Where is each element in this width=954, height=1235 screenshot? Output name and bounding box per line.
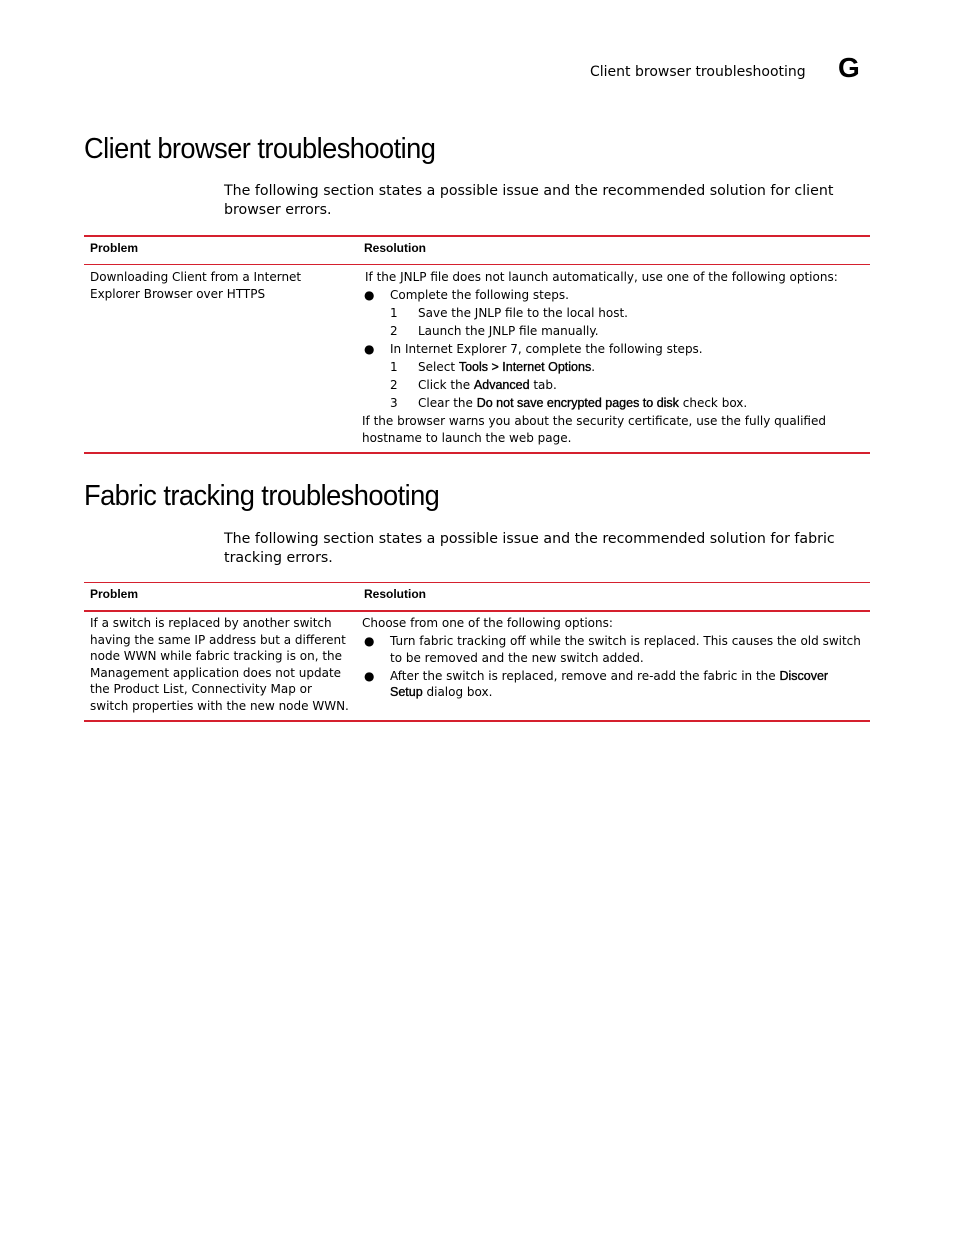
column-header-problem: Problem: [84, 583, 358, 612]
appendix-letter: G: [838, 52, 860, 83]
bullet-text: In Internet Explorer 7, complete the following steps.: [390, 342, 703, 356]
bullet-icon: ●: [364, 288, 375, 302]
resolution-cell: [358, 265, 870, 454]
resolution-cell: [358, 611, 870, 721]
step-text-post: .: [591, 360, 596, 374]
list-item: [362, 359, 864, 376]
resolution-note: If the browser warns you about the security certificate, use the fully qualified hostname to launch the web page.: [362, 414, 826, 445]
table-header-row: [84, 236, 870, 265]
list-item: [362, 377, 864, 394]
problem-text: If a switch is replaced by another switch having the same IP address but a different node WWN while fabric tracking is on, the Management application does not update the Product List, Connectivity Map or switch properties with the new node WWN.: [90, 616, 349, 713]
step-number: 3: [390, 396, 398, 410]
bullet-text-post: dialog box.: [422, 685, 493, 699]
list-item: [362, 287, 864, 304]
column-header-resolution: Resolution: [358, 583, 870, 612]
fabric-tracking-table: [84, 582, 870, 722]
section-title-fabric-tracking: Fabric tracking troubleshooting: [84, 480, 440, 512]
problem-text: Downloading Client from a Internet Explorer Browser over HTTPS: [90, 270, 302, 301]
list-item: [362, 668, 864, 701]
resolution-intro: Choose from one of the following options:: [362, 616, 613, 630]
list-item: [362, 323, 864, 340]
step-text-post: check box.: [678, 396, 748, 410]
step-text-post: tab.: [529, 378, 557, 392]
ui-label-discover-setup: Discover Setup: [390, 668, 829, 699]
step-number: 1: [390, 306, 398, 320]
bullet-text: Complete the following steps.: [390, 288, 569, 302]
column-header-problem: Problem: [84, 236, 358, 265]
list-item: [362, 633, 864, 666]
list-item: [362, 395, 864, 412]
step-text-pre: Click the: [418, 378, 474, 392]
ui-label-advanced: Advanced: [473, 378, 530, 392]
table-row: [84, 611, 870, 721]
ui-label-do-not-save: Do not save encrypted pages to disk: [476, 396, 679, 410]
resolution-intro: If the JNLP file does not launch automatically, use one of the following options:: [365, 270, 838, 284]
bullet-text: Turn fabric tracking off while the switch is replaced. This causes the old switch to be removed and the new switch added.: [390, 634, 861, 665]
table-row: [84, 265, 870, 454]
running-header: Client browser troubleshooting: [590, 64, 806, 80]
step-number: 1: [390, 360, 398, 374]
step-text-pre: Select: [418, 360, 459, 374]
section-intro-fabric-tracking: The following section states a possible issue and the recommended solution for fabric tracking errors.: [224, 531, 835, 566]
problem-cell: [84, 611, 358, 721]
bullet-icon: ●: [364, 342, 375, 356]
step-text: Save the JNLP file to the local host.: [418, 306, 628, 320]
problem-cell: [84, 265, 358, 454]
section-title-client-browser: Client browser troubleshooting: [84, 133, 436, 165]
section-intro-client-browser: The following section states a possible issue and the recommended solution for client browser errors.: [224, 183, 834, 218]
table-header-row: [84, 583, 870, 612]
bullet-icon: ●: [364, 634, 375, 648]
list-item: [362, 305, 864, 322]
list-item: [362, 341, 864, 358]
bullet-text-pre: After the switch is replaced, remove and re-add the fabric in the: [390, 668, 780, 683]
step-number: 2: [390, 324, 398, 338]
client-browser-table: [84, 235, 870, 454]
column-header-resolution: Resolution: [358, 236, 870, 265]
step-text-pre: Clear the: [418, 396, 477, 410]
ui-label-tools-internet-options: Tools > Internet Options: [458, 360, 592, 374]
step-number: 2: [390, 378, 398, 392]
bullet-icon: ●: [364, 668, 375, 683]
step-text: Launch the JNLP file manually.: [418, 324, 599, 338]
